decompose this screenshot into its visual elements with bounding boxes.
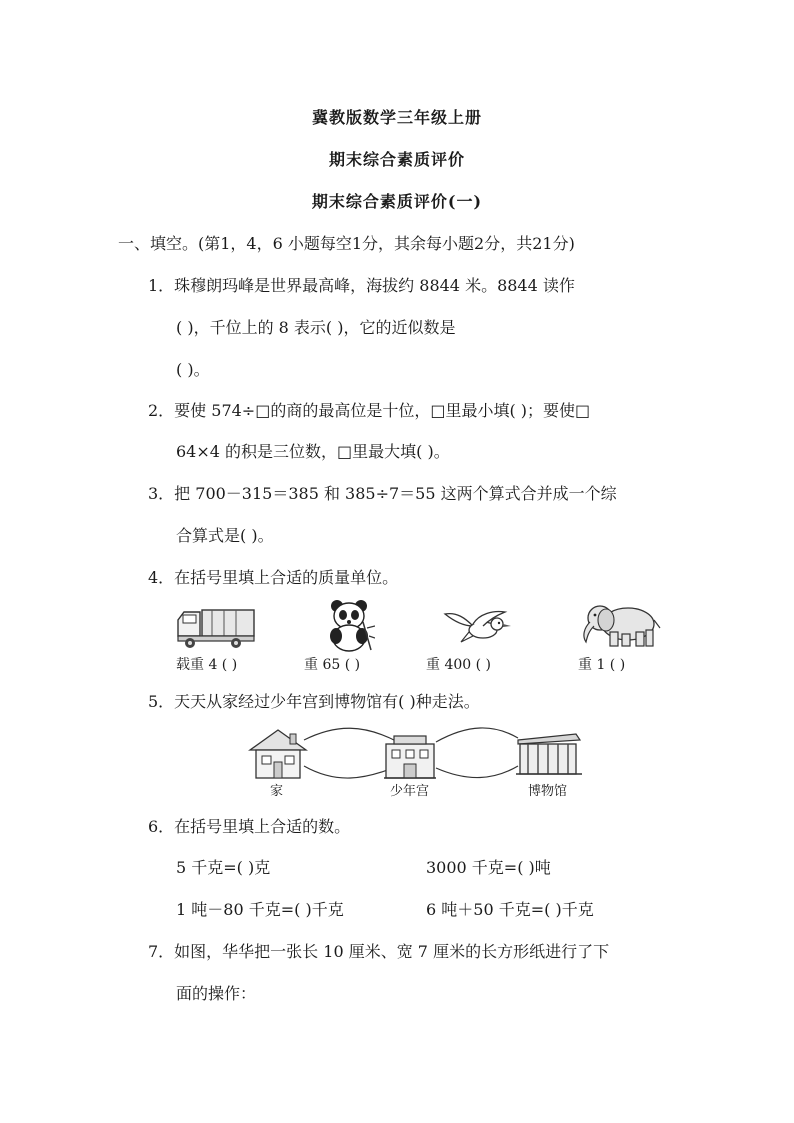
question-6-item-d: 6 吨＋50 千克=( )千克 <box>426 900 594 919</box>
question-7-line-1: 7．如图，华华把一张长 10 厘米、宽 7 厘米的长方形纸进行了下 <box>148 942 610 961</box>
exam-title: 期末综合素质评价(一) <box>311 192 483 211</box>
question-1-line-3: ( )。 <box>176 360 210 379</box>
panda-icon <box>325 598 375 652</box>
place-label-home: 家 <box>270 784 284 799</box>
house-icon <box>248 728 308 780</box>
book-title: 冀教版数学三年级上册 <box>311 108 482 127</box>
question-6-item-a: 5 千克=( )克 <box>176 858 271 877</box>
question-6-item-c: 1 吨－80 千克=( )千克 <box>176 900 344 919</box>
question-5-line-1: 5．天天从家经过少年宫到博物馆有( )种走法。 <box>148 692 480 711</box>
question-6-line-1: 6．在括号里填上合适的数。 <box>148 817 351 836</box>
question-1-line-1: 1．珠穆朗玛峰是世界最高峰，海拔约 8844 米。8844 读作 <box>148 276 575 295</box>
panda-caption: 重 65 ( ) <box>304 657 361 673</box>
question-3-line-1: 3．把 700－315＝385 和 385÷7＝55 这两个算式合并成一个综 <box>148 484 617 503</box>
question-2-line-1: 2．要使 574÷□的商的最高位是十位，□里最小填( )；要使□ <box>148 401 591 420</box>
truck-caption: 载重 4 ( ) <box>176 657 238 673</box>
place-label-youth-palace: 少年宫 <box>390 784 430 799</box>
elephant-caption: 重 1 ( ) <box>578 657 626 673</box>
youth-palace-icon <box>382 734 438 780</box>
truck-icon <box>176 604 256 650</box>
museum-icon <box>514 730 584 778</box>
question-3-line-2: 合算式是( )。 <box>176 526 274 545</box>
question-6-item-b: 3000 千克=( )吨 <box>426 858 551 877</box>
question-7-line-2: 面的操作： <box>176 984 257 1003</box>
elephant-icon <box>578 600 662 650</box>
question-1-line-2: ( )，千位上的 8 表示( )，它的近似数是 <box>176 318 456 337</box>
question-2-line-2: 64×4 的积是三位数，□里最大填( )。 <box>176 442 450 461</box>
bird-caption: 重 400 ( ) <box>426 657 491 673</box>
exam-series-title: 期末综合素质评价 <box>328 150 465 169</box>
bird-icon <box>443 608 513 648</box>
place-label-museum: 博物馆 <box>528 784 568 799</box>
section-1-heading: 一、填空。(第1，4，6 小题每空1分，其余每小题2分，共21分) <box>118 234 575 253</box>
question-4-line-1: 4．在括号里填上合适的质量单位。 <box>148 568 399 587</box>
